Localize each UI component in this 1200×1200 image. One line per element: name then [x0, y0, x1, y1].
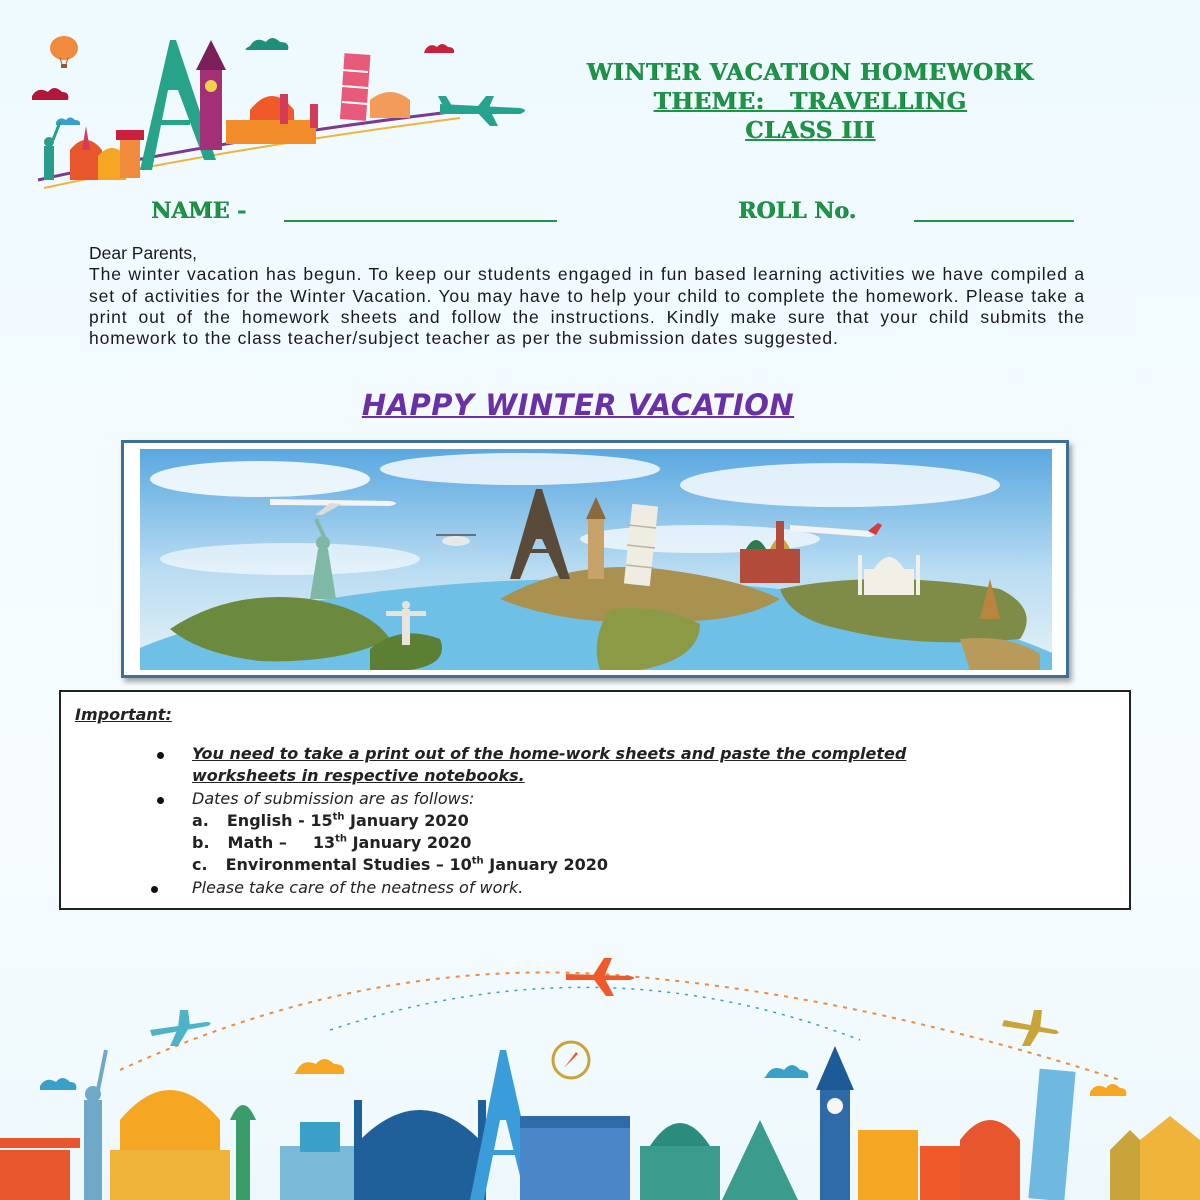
submission-day: 15 [310, 811, 333, 830]
letter-greeting: Dear Parents, [89, 243, 197, 263]
happy-vacation-heading: HAPPY WINTER VACATION [361, 388, 795, 422]
subject-environmental-studies [192, 855, 608, 874]
theme-title: THEME: TRAVELLING [653, 88, 967, 115]
submission-day: 13 [312, 833, 336, 852]
submission-month-year: January 2020 [347, 833, 472, 852]
big-ben-icon [816, 1046, 854, 1200]
list-marker: a. [192, 811, 209, 830]
subject-name: English - [226, 811, 311, 830]
bullet-icon [157, 797, 164, 804]
name-blank-line[interactable] [284, 220, 557, 222]
statue-of-liberty-icon [84, 1050, 106, 1200]
cloud-icon [32, 88, 68, 100]
print-instruction-line2: worksheets in respective notebooks. [192, 766, 525, 785]
list-marker: b. [192, 833, 210, 852]
list-marker: c. [192, 855, 208, 874]
world-landmarks-photo [140, 449, 1052, 670]
big-ben-icon [196, 40, 226, 150]
airplane-icon [566, 958, 634, 996]
subject-math [192, 833, 471, 852]
cloud-icon [40, 1078, 76, 1090]
landmarks-skyline-bottom [0, 950, 1200, 1200]
homework-title: WINTER VACATION HOMEWORK [586, 59, 1034, 86]
cloud-icon [1090, 1084, 1126, 1096]
airplane-icon [150, 1010, 211, 1046]
cloud-icon [764, 1065, 808, 1078]
ordinal-suffix: th [471, 855, 484, 867]
name-label: NAME - [151, 198, 247, 224]
travel-photo-frame [121, 440, 1069, 678]
compass-icon [553, 1042, 589, 1078]
submission-day: 10 [449, 855, 472, 874]
roll-blank-line[interactable] [914, 220, 1074, 222]
submission-month-year: January 2020 [344, 811, 469, 830]
bullet-icon [157, 752, 164, 759]
cloud-icon [294, 1059, 344, 1074]
airplane-icon [1002, 1010, 1059, 1046]
subject-name: Math – [227, 833, 287, 852]
class-title: CLASS III [745, 117, 875, 144]
student-info-row [0, 196, 1200, 230]
ordinal-suffix: th [335, 833, 348, 845]
subject-name: Environmental Studies – [225, 855, 450, 874]
hot-air-balloon-icon [50, 36, 78, 68]
ordinal-suffix: th [332, 811, 345, 823]
letter-body: The winter vacation has begun. To keep our students engaged in fun based learning activities we have compiled a set of activities for the Winter Vacation. You may have to help your child to complete the homework. Please take a print out of the homework sheets and follow the instructions. Kindly make sure that your child submits the homework to the class teacher/subject teacher as per the submission dates suggested. [89, 264, 1085, 349]
important-notes-box [59, 690, 1131, 910]
submission-month-year: January 2020 [483, 855, 608, 874]
header-title-block [440, 58, 1180, 145]
subject-english [192, 811, 469, 830]
roll-label: ROLL No. [738, 198, 857, 224]
cloud-icon [245, 38, 288, 50]
leaning-tower-of-pisa-icon [340, 53, 371, 121]
submission-dates-intro: Dates of submission are as follows: [192, 789, 475, 808]
cloud-icon [424, 44, 454, 53]
important-title: Important: [75, 705, 172, 724]
print-instruction-line1: You need to take a print out of the home-work sheets and paste the completed [192, 744, 907, 763]
leaning-tower-of-pisa-icon [1028, 1069, 1075, 1200]
bullet-icon [151, 886, 158, 893]
neatness-note: Please take care of the neatness of work. [192, 878, 524, 897]
parent-letter [89, 243, 1085, 349]
statue-of-liberty-icon [44, 122, 60, 180]
